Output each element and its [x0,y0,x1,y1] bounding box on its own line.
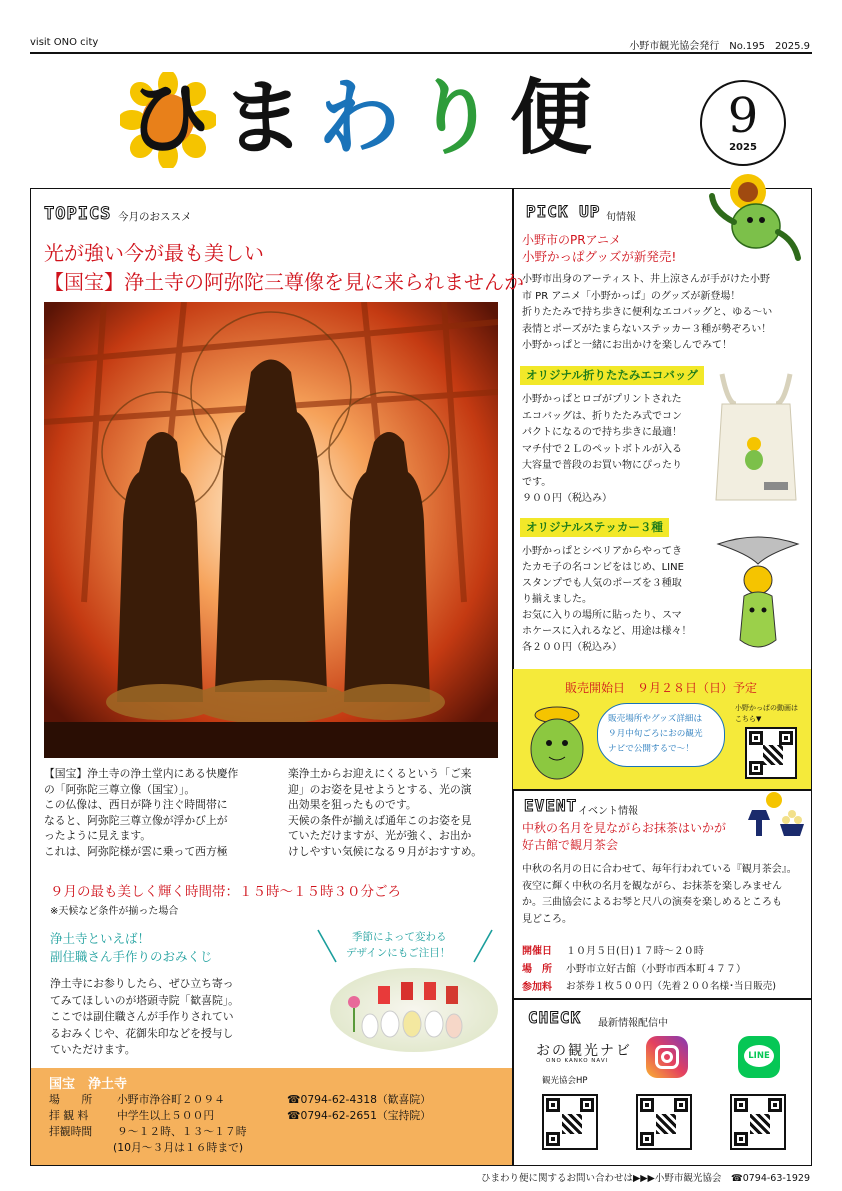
sticker-line: 各２００円（税込み） [522,642,622,653]
title-char-hi: ひ [128,71,211,166]
event-line: 中秋の名月の日に合わせて、毎年行われている『観月茶会』。 [522,864,797,875]
best-time-note: ※天候など条件が揃った場合 [50,906,179,917]
topics-line: 出効果を狙ったものです。 [288,798,417,811]
best-time: ９月の最も美しく輝く時間帯：１５時〜１５時３０分ごろ [50,884,401,900]
pickup-line: 表情とポーズがたまらないステッカー３種が勢ぞろい！ [522,323,772,335]
video-label-2: こちら▼ [735,715,762,723]
omikuji-photo [330,968,498,1052]
omikuji-bubble-2: デザインにもご注目！ [346,947,451,959]
sale-bubble [597,703,725,767]
issue-month: 9 [727,88,759,144]
topics-text-col2 [288,766,482,859]
line-icon[interactable] [738,1036,780,1078]
event-headline-2: 好古館で観月茶会 [522,838,619,852]
sticker-photo [708,530,808,660]
ecobag-line: 小野かっぱとロゴがプリントされた [522,394,682,405]
sticker-line: り揃えました。 [522,594,592,605]
instagram-qr-code[interactable] [636,1094,692,1150]
pickup-line: 折りたたみで持ち歩きに便利なエコバッグと、ゆる〜い [522,307,773,318]
omikuji-line: るおみくじや、花御朱印などを授与し [50,1026,234,1040]
pickup-line: 小野市出身のアーティスト、井上涼さんが手がけた小野 [522,274,770,285]
event-label-date: 開催日 [522,946,552,957]
line-icon-text: LINE [748,1051,770,1061]
title-char-ma: ま [222,71,305,166]
info-value-place: 小野市浄谷町２０９４ [117,1093,225,1106]
ecobag-line: 大容量で普段のお買い物にぴったり [522,460,682,471]
info-tel-2: ☎0794-62-2651（宝持院） [287,1109,431,1122]
navi-logo[interactable]: おの観光ナビ [536,1043,632,1059]
topics-line: けしやすい気候になる９月がおすすめ。 [288,844,483,858]
ecobag-body [522,392,682,508]
topics-headline-1: 光が強い今が最も美しい [44,241,264,265]
check-subtag: 最新情報配信中 [598,1018,668,1029]
ecobag-line: です。 [522,476,552,488]
topics-line: 楽浄土からお迎えにくるという「ご来 [288,767,472,780]
event-body [522,862,797,928]
issue-year: 2025 [729,142,757,153]
sale-banner [513,669,811,789]
topics-line: ったように見えます。 [44,829,152,842]
sale-bubble-line: ９月中旬ごろにおの観光 [608,729,703,739]
topics-line: 迎」のお姿を見せようとする、光の演 [288,782,472,796]
pickup-headline-2: 小野かっぱグッズが新発売! [522,249,677,264]
moon-tea-icon [746,792,806,840]
navi-logo-sub: ONO KANKO NAVI [546,1058,609,1064]
info-value-fee: 中学生以上５００円 [117,1109,215,1122]
omikuji-title-2: 副住職さん手作りのおみくじ [50,949,213,964]
sale-start-date: 販売開始日 ９月２８日（日）予定 [565,681,758,695]
topics-line: この仏像は、西日が降り注ぐ時間帯に [44,798,228,811]
header-rule [30,52,812,54]
ecobag-photo [708,364,804,504]
topics-line: 【国宝】浄土寺の浄土堂内にある快慶作 [44,767,239,780]
event-value-fee: お茶券１枚５００円（先着２００名様･当日販売) [566,981,777,992]
temple-info-box [31,1068,512,1165]
kappa-mascot-icon [700,172,804,264]
pickup-tag: PICK UP [526,202,601,221]
instagram-icon[interactable] [646,1036,688,1078]
title-char-bin: 便 [510,71,593,166]
omikuji-line: ここでは副住職さんが手作りされてい [50,1010,234,1023]
info-label-hours: 拝観時間 [49,1125,93,1138]
hp-qr-code[interactable] [542,1094,598,1150]
ecobag-title: オリジナル折りたたみエコバッグ [520,366,704,385]
site-name: visit ONO city [30,37,99,48]
topics-text-col1 [44,766,238,859]
omikuji-line: 浄土寺にお参りしたら、ぜひ立ち寄っ [50,977,234,990]
amida-triad-photo [44,302,498,758]
video-label-1: 小野かっぱの動画は [735,704,798,712]
event-label-fee: 参加料 [522,982,552,993]
temple-info-title: 国宝 浄土寺 [49,1077,128,1092]
info-tel-1: ☎0794-62-4318（歓喜院） [287,1093,431,1106]
info-label-fee: 拝 観 料 [49,1109,89,1122]
ecobag-line: マチ付で２Ｌのペットボトルが入る [522,443,682,455]
event-subtag: イベント情報 [578,806,638,817]
omikuji-line: てみてほしいのが塔頭寺院「歓喜院」。 [50,993,239,1007]
ecobag-line: エコバッグは、折りたたみ式でコン [522,410,682,422]
title-char-ri: り [414,71,497,166]
pickup-line: 市 PR アニメ「小野かっぱ」のグッズが新登場！ [522,290,741,302]
event-label-place: 場 所 [522,964,552,975]
sticker-line: ホケースに入れるなど、用途は様々！ [522,626,692,637]
sticker-line: たカモ子の名コンビをはじめ、LINE [522,562,684,573]
title-char-wa: わ [318,71,401,166]
event-rule [513,789,811,791]
ecobag-line: パクトになるので持ち歩きに最適！ [522,427,682,438]
publisher-info: 小野市観光協会発行 No.195 2025.9 [629,41,810,52]
topics-line: 天候の条件が揃えば通年このお姿を見 [288,813,472,827]
info-label-place: 場 所 [49,1093,93,1106]
event-line: 見どころ。 [522,913,572,925]
omikuji-title-1: 浄土寺といえば！ [50,931,151,946]
pickup-subtag: 旬情報 [606,212,636,223]
topics-subtag: 今月のおススメ [118,211,192,223]
omikuji-body [50,976,239,1059]
line-qr-code[interactable] [730,1094,786,1150]
sticker-line: お気に入りの場所に貼ったり、スマ [522,610,682,621]
event-line: か。三曲協会によるお琴と尺八の演奏を楽しめるところも [522,897,782,908]
sticker-body [522,544,692,656]
check-tag: CHECK [528,1008,582,1027]
info-value-hours: ９〜１２時、１３〜１７時 [117,1125,247,1138]
event-line: 夜空に輝く中秋の名月を観ながら、お抹茶を楽しみません [522,880,782,892]
topics-headline-2: 【国宝】浄土寺の阿弥陀三尊像を見に来られませんか [44,270,524,294]
sticker-line: 小野かっぱとシベリアからやってき [522,546,682,557]
sticker-title: オリジナルステッカー３種 [520,518,669,537]
hp-label: 観光協会HP [542,1076,588,1086]
topics-line: ていただけますが、光が強く、お出か [288,829,472,842]
video-qr-code[interactable] [745,727,797,779]
pickup-headline-1: 小野市のPRアニメ [522,233,621,247]
topics-line: なると、阿弥陀三尊立像が浮かび上が [44,813,228,827]
info-hours-note: (10月〜３月は１６時まで) [113,1141,244,1154]
sale-bubble-line: ナビで公開するで〜！ [608,744,694,754]
sticker-line: スタンプでも人気のポーズを３種取 [522,578,682,589]
footer-contact: ひまわり便に関するお問い合わせは▶▶▶小野市観光協会 ☎0794-63-1929 [480,1173,810,1184]
event-value-date: １０月５日(日)１７時〜２０時 [566,946,704,957]
pickup-line: 小野かっぱと一緒にお出かけを楽しんでみて！ [522,340,732,351]
topics-line: の「阿弥陀三尊立像（国宝）」。 [44,782,196,796]
event-value-place: 小野市立好古館（小野市西本町４７７） [566,964,746,975]
issue-badge [700,80,786,166]
kappa-peek-icon [519,703,595,785]
omikuji-line: ていただけます。 [50,1043,136,1056]
sale-bubble-line: 販売場所やグッズ詳細は [608,714,703,724]
topics-tag: TOPICS [44,204,112,224]
topics-line: これは、阿弥陀様が雲に乗って西方極 [44,844,228,858]
event-tag: EVENT [524,796,578,815]
pickup-intro [522,272,772,355]
check-rule [513,998,811,1000]
ecobag-line: ９００円（税込み） [522,493,612,504]
omikuji-bubble-1: 季節によって変わる [352,931,447,943]
event-headline-1: 中秋の名月を見ながらお抹茶はいかが [522,821,727,835]
